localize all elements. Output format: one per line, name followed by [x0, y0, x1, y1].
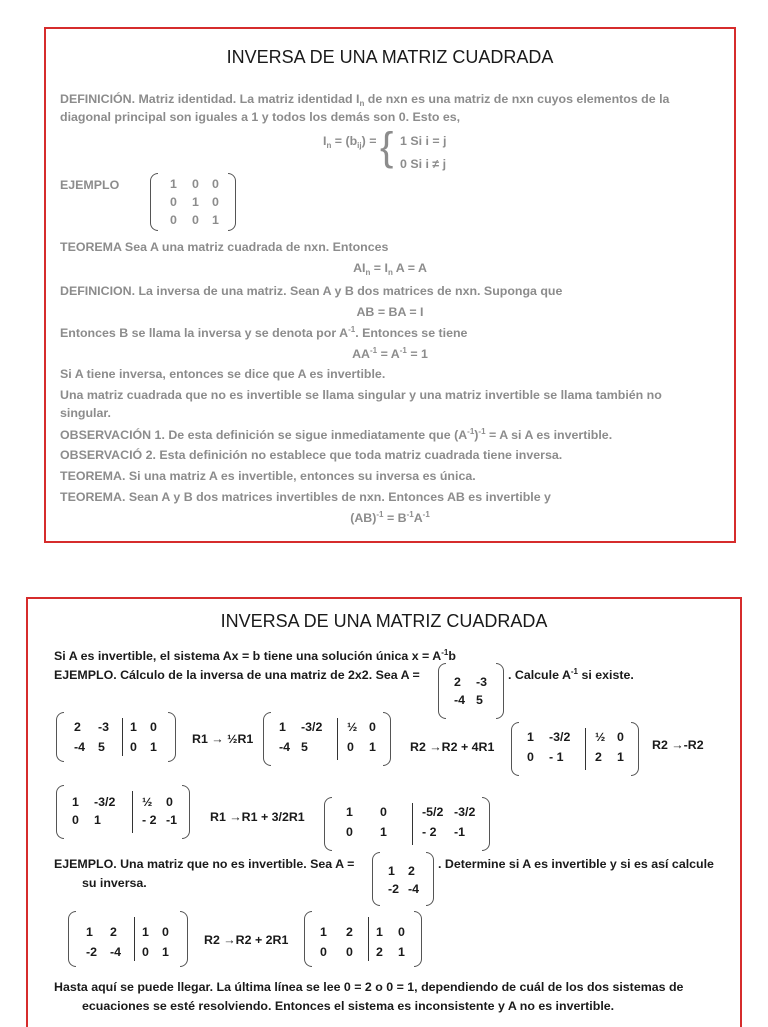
text: = I: [370, 261, 388, 275]
matrix-cell: 0: [212, 195, 219, 209]
example-2-text: EJEMPLO. Una matriz que no es invertible. Sea A =: [54, 857, 355, 871]
text: . Entonces se tiene: [355, 326, 468, 340]
matrix-cell: 0: [346, 825, 353, 839]
row-op-1: R1 → ½R1: [192, 732, 254, 746]
bracket-right: [182, 785, 190, 839]
matrix-cell: 0: [162, 925, 169, 939]
matrix-cell: 0: [130, 740, 137, 754]
matrix-cell: -4: [110, 945, 122, 959]
superscript: -1: [570, 667, 579, 676]
matrix-cell: -3/2: [549, 730, 571, 744]
matrix-cell: -5/2: [422, 805, 444, 819]
matrix-cell: 0: [347, 740, 354, 754]
bracket-right: [482, 797, 490, 851]
augment-divider: [585, 728, 586, 770]
matrix-cell: 0: [346, 945, 353, 959]
singular-statement-cont: singular.: [60, 406, 111, 420]
matrix-cell: -3/2: [301, 720, 323, 734]
slide-definitions: [44, 27, 736, 543]
inverse-notation: [60, 325, 467, 343]
matrix-cell: -3/2: [94, 795, 116, 809]
text: = B: [383, 511, 407, 525]
bracket-right: [496, 663, 504, 719]
bracket-right: [383, 712, 391, 766]
equation-ab-inverse: [46, 510, 734, 528]
matrix-a: [438, 663, 504, 719]
text: si existe.: [578, 668, 634, 682]
definition-line-2: diagonal principal son iguales a 1 y todos los demás son 0. Esto es,: [60, 110, 461, 124]
singular-statement: Una matriz cuadrada que no es invertible se llama singular y una matriz invertible se llama también no: [60, 388, 662, 402]
superscript: -1: [467, 427, 475, 436]
matrix-cell: 0: [142, 945, 149, 959]
equation-ab: AB = BA = I: [356, 305, 424, 319]
matrix-cell: 1: [369, 740, 376, 754]
identity-matrix: [150, 173, 236, 231]
matrix-cell: -4: [74, 740, 86, 754]
bracket-right: [426, 852, 434, 906]
augment-divider: [132, 791, 133, 833]
bracket-left: [68, 911, 76, 967]
matrix-a-singular: [372, 852, 434, 906]
subscript: n: [359, 99, 365, 108]
matrix-cell: 0: [192, 177, 199, 191]
augmented-matrix-1: [56, 712, 176, 762]
superscript: -1: [422, 510, 430, 519]
definition-inverse: DEFINICION. La inversa de una matriz. Sean A y B dos matrices de nxn. Suponga que: [60, 284, 563, 298]
matrix-cell: -3: [476, 675, 488, 689]
observation-2: OBSERVACIÓ 2. Esta definición no establece que toda matriz cuadrada tiene inversa.: [60, 448, 563, 462]
example-2-cont: su inversa.: [82, 876, 147, 890]
text: . Calcule A: [508, 668, 571, 682]
matrix-cell: 2: [408, 864, 415, 878]
theorem-identity: TEOREMA Sea A una matriz cuadrada de nxn. Entonces: [60, 240, 389, 254]
matrix-cell: 0: [320, 945, 327, 959]
matrix-cell: 2: [376, 945, 383, 959]
row-op-3: R2 →-R2: [652, 738, 704, 752]
matrix-cell: 0: [192, 213, 199, 227]
example-label: EJEMPLO: [60, 178, 120, 192]
slide-examples: [26, 597, 742, 1027]
superscript: -1: [399, 346, 407, 355]
text: A = A: [392, 261, 427, 275]
matrix-cell: 1: [376, 925, 383, 939]
text: Si A es invertible, el sistema Ax = b tiene una solución única x = A: [54, 649, 442, 663]
augmented-matrix-6: [68, 911, 188, 967]
matrix-cell: 1: [398, 945, 405, 959]
theorem-product: TEOREMA. Sean A y B dos matrices invertibles de nxn. Entonces AB es invertible y: [60, 490, 551, 504]
augmented-matrix-3: [511, 722, 639, 776]
matrix-cell: 0: [166, 795, 173, 809]
augment-divider: [122, 718, 123, 756]
matrix-cell: -3: [98, 720, 110, 734]
augment-divider: [368, 917, 369, 961]
text: ): [474, 428, 479, 442]
matrix-cell: 1: [192, 195, 199, 209]
superscript: -1: [441, 648, 449, 657]
matrix-cell: 0: [170, 195, 177, 209]
bracket-right: [631, 722, 639, 776]
matrix-cell: 1: [142, 925, 149, 939]
superscript: -1: [370, 346, 378, 355]
augment-divider: [412, 803, 413, 845]
bracket-left: [438, 663, 446, 719]
matrix-cell: 0: [527, 750, 534, 764]
matrix-cell: 1: [388, 864, 395, 878]
text: DEFINICIÓN. Matriz identidad. La matriz identidad I: [60, 92, 360, 106]
row-op-4: R1 →R1 + 3/2R1: [210, 810, 305, 824]
identity-formula-lhs: [323, 133, 376, 151]
case-not-equal: 0 Si i ≠ j: [400, 157, 447, 171]
text: A: [413, 511, 423, 525]
matrix-cell: 5: [476, 693, 483, 707]
augmented-matrix-7: [304, 911, 422, 967]
matrix-cell: 2: [346, 925, 353, 939]
matrix-cell: -1: [166, 813, 178, 827]
augmented-matrix-4: [56, 785, 190, 839]
superscript: -1: [376, 510, 384, 519]
conclusion-line-2: ecuaciones se esté resolviendo. Entonces el sistema es inconsistente y A no es invertible.: [82, 999, 615, 1013]
subscript: ij: [357, 141, 362, 150]
matrix-cell: -4: [408, 882, 420, 896]
matrix-cell: 1: [212, 213, 219, 227]
matrix-cell: 2: [74, 720, 81, 734]
matrix-cell: 1: [527, 730, 534, 744]
definition-identity: [60, 91, 669, 109]
matrix-cell: ½: [347, 720, 358, 734]
bracket-left: [324, 797, 332, 851]
text: = 1: [406, 347, 428, 361]
bracket-left: [56, 712, 64, 762]
case-equal: 1 Si i = j: [400, 134, 447, 148]
subscript: n: [365, 268, 371, 277]
invertible-statement: Si A tiene inversa, entonces se dice que A es invertible.: [60, 367, 386, 381]
row-op-5: R2 →R2 + 2R1: [204, 933, 289, 947]
example-1-end: [508, 667, 634, 685]
matrix-cell: 1: [150, 740, 157, 754]
bracket-right: [168, 712, 176, 762]
bracket-left: [372, 852, 380, 906]
text: AA: [352, 347, 371, 361]
matrix-cell: -2: [388, 882, 400, 896]
example-1-text: EJEMPLO. Cálculo de la inversa de una matriz de 2x2. Sea A =: [54, 668, 420, 682]
equation-ai: [46, 260, 734, 278]
bracket-right: [180, 911, 188, 967]
subscript: n: [326, 141, 332, 150]
matrix-cell: - 2: [142, 813, 157, 827]
matrix-cell: 1: [130, 720, 137, 734]
matrix-cell: 0: [170, 213, 177, 227]
matrix-cell: -1: [454, 825, 466, 839]
bracket-right: [228, 173, 236, 231]
matrix-cell: 5: [301, 740, 308, 754]
conclusion-line-1: Hasta aquí se puede llegar. La última línea se lee 0 = 2 o 0 = 1, dependiendo de cuál de los dos sistemas de: [54, 980, 684, 994]
matrix-cell: 0: [380, 805, 387, 819]
matrix-cell: 5: [98, 740, 105, 754]
matrix-cell: 2: [595, 750, 602, 764]
augment-divider: [134, 917, 135, 961]
text: (AB): [350, 511, 377, 525]
text: ) =: [361, 134, 377, 148]
text: I: [323, 134, 327, 148]
superscript: -1: [406, 510, 414, 519]
matrix-cell: 1: [72, 795, 79, 809]
matrix-cell: 2: [110, 925, 117, 939]
matrix-cell: 0: [617, 730, 624, 744]
matrix-cell: 1: [162, 945, 169, 959]
equation-aa-inverse: [46, 346, 734, 364]
matrix-cell: 1: [346, 805, 353, 819]
matrix-cell: 1: [170, 177, 177, 191]
text: = (b: [331, 134, 358, 148]
augmented-matrix-2: [263, 712, 391, 766]
matrix-cell: -2: [86, 945, 98, 959]
matrix-cell: 0: [150, 720, 157, 734]
slide-title: INVERSA DE UNA MATRIZ CUADRADA: [220, 611, 548, 631]
matrix-cell: ½: [595, 730, 606, 744]
text: de nxn es una matriz de nxn cuyos elementos de la: [364, 92, 670, 106]
unique-solution-text: [54, 648, 456, 666]
bracket-left: [511, 722, 519, 776]
slide-title: INVERSA DE UNA MATRIZ CUADRADA: [226, 47, 554, 67]
matrix-cell: -4: [279, 740, 291, 754]
theorem-unique: TEOREMA. Si una matriz A es invertible, entonces su inversa es única.: [60, 469, 476, 483]
example-2-end: . Determine si A es invertible y si es así calcule: [438, 857, 714, 871]
matrix-cell: 0: [212, 177, 219, 191]
row-op-2: R2 →R2 + 4R1: [410, 740, 495, 754]
text: = A: [377, 347, 400, 361]
bracket-left: [304, 911, 312, 967]
superscript: -1: [478, 427, 486, 436]
observation-1: [60, 427, 612, 445]
text: AI: [353, 261, 366, 275]
matrix-cell: 0: [72, 813, 79, 827]
matrix-cell: 0: [398, 925, 405, 939]
matrix-cell: 1: [320, 925, 327, 939]
text: = A si A es invertible.: [485, 428, 613, 442]
matrix-cell: 1: [617, 750, 624, 764]
matrix-cell: 1: [279, 720, 286, 734]
augmented-matrix-5: [324, 797, 490, 851]
bracket-right: [414, 911, 422, 967]
bracket-left: [150, 173, 158, 231]
matrix-cell: 1: [380, 825, 387, 839]
matrix-cell: 1: [94, 813, 101, 827]
matrix-cell: -4: [454, 693, 466, 707]
matrix-cell: - 1: [549, 750, 564, 764]
matrix-cell: -3/2: [454, 805, 476, 819]
matrix-cell: 2: [454, 675, 461, 689]
matrix-cell: 0: [369, 720, 376, 734]
bracket-left: [263, 712, 271, 766]
bracket-left: [56, 785, 64, 839]
matrix-cell: ½: [142, 795, 153, 809]
matrix-cell: 1: [86, 925, 93, 939]
superscript: -1: [348, 325, 356, 334]
subscript: n: [387, 268, 393, 277]
text: Entonces B se llama la inversa y se denota por A: [60, 326, 349, 340]
augment-divider: [337, 718, 338, 760]
matrix-cell: - 2: [422, 825, 437, 839]
text: b: [448, 649, 456, 663]
left-brace: {: [380, 125, 394, 169]
text: OBSERVACIÓN 1. De esta definición se sigue inmediatamente que (A: [60, 428, 468, 442]
